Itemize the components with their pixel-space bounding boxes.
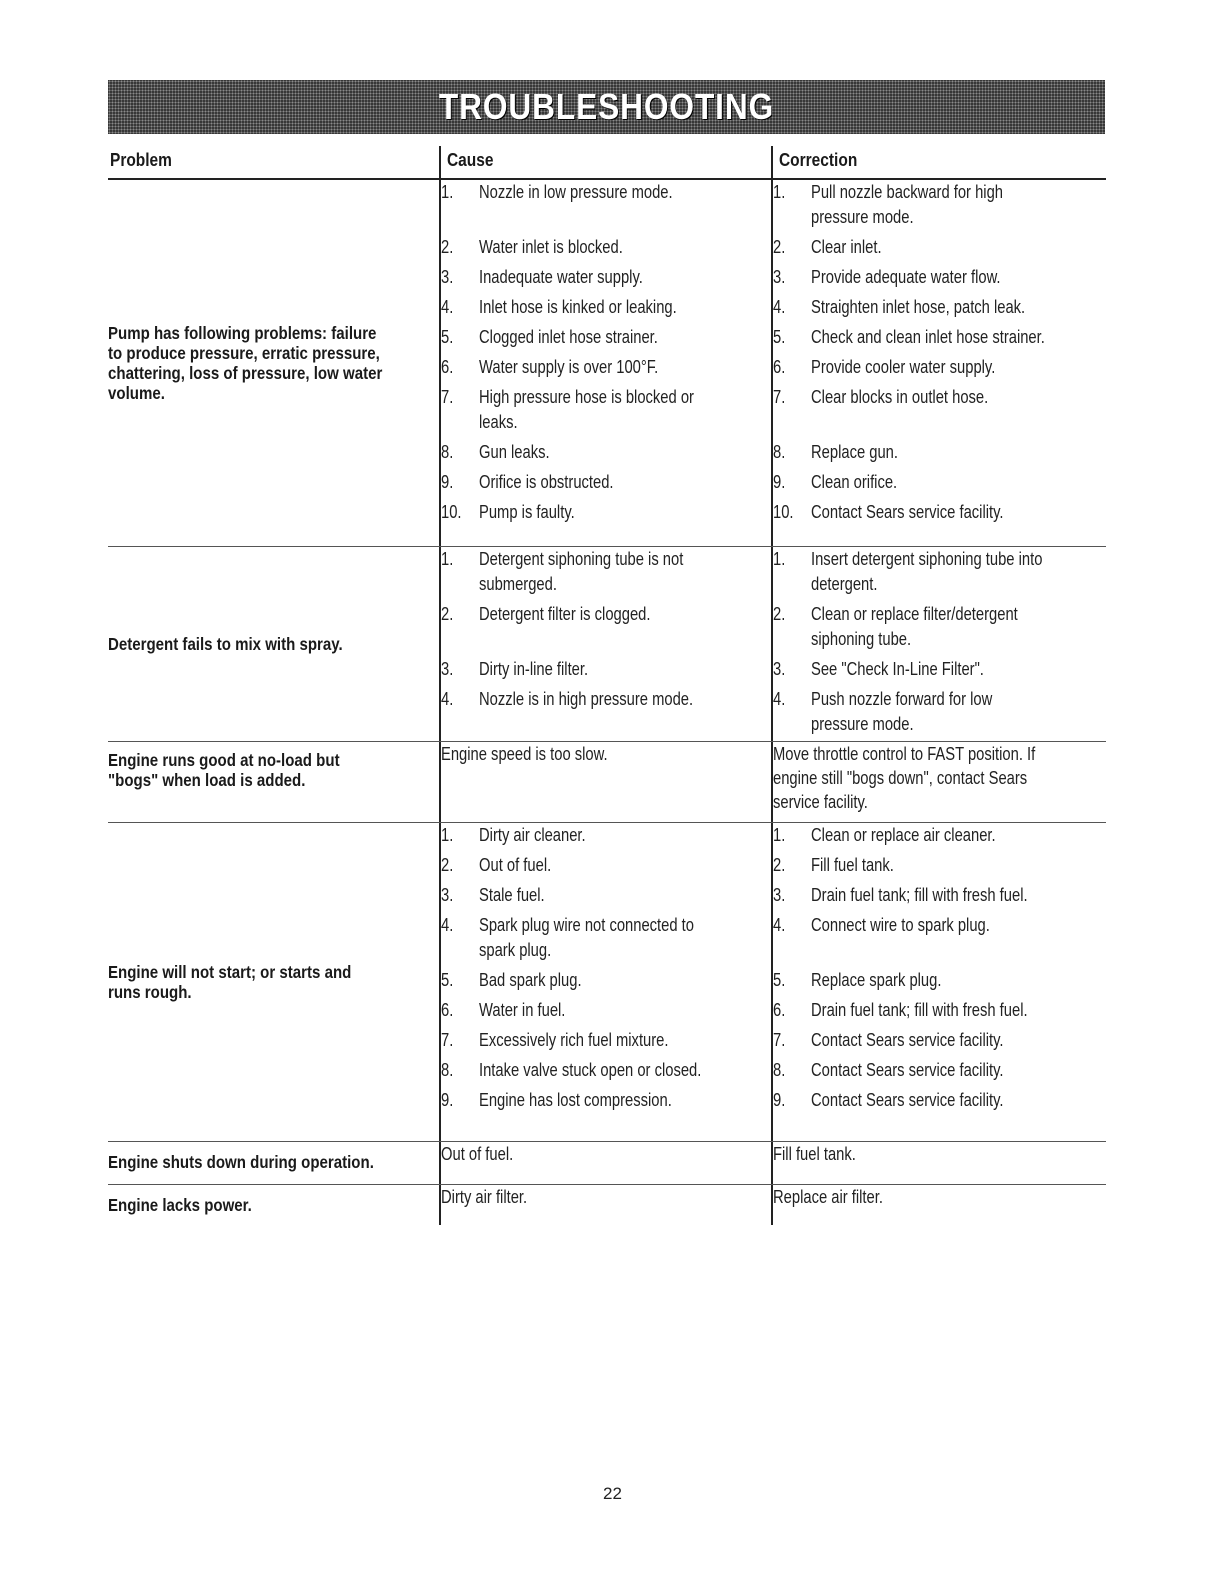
column-divider xyxy=(771,146,773,178)
correction-text: Fill fuel tank. xyxy=(773,1144,856,1164)
table-header xyxy=(108,146,1106,180)
item-number: 10. xyxy=(773,502,794,522)
correction-text: Clean or replace air cleaner. xyxy=(811,825,996,845)
correction-text: Provide adequate water flow. xyxy=(811,267,1001,287)
item-number: 7. xyxy=(441,1030,454,1050)
header-problem: Problem xyxy=(110,150,172,170)
correction-text: Contact Sears service facility. xyxy=(811,1090,1004,1110)
correction-text: Fill fuel tank. xyxy=(811,855,894,875)
correction-text: engine still "bogs down", contact Sears xyxy=(773,768,1028,788)
item-number: 9. xyxy=(441,472,454,492)
item-number: 2. xyxy=(773,604,786,624)
problem-cell xyxy=(108,823,433,1141)
cause-text: Orifice is obstructed. xyxy=(479,472,614,492)
item-number: 2. xyxy=(773,237,786,257)
correction-text: pressure mode. xyxy=(811,714,914,734)
item-number: 1. xyxy=(441,825,454,845)
correction-text: pressure mode. xyxy=(811,207,914,227)
correction-text: Clear blocks in outlet hose. xyxy=(811,387,989,407)
title-banner xyxy=(108,80,1105,134)
cause-text: submerged. xyxy=(479,574,557,594)
cause-text: Gun leaks. xyxy=(479,442,550,462)
item-number: 9. xyxy=(773,472,786,492)
header-cause: Cause xyxy=(447,150,494,170)
correction-text: Drain fuel tank; fill with fresh fuel. xyxy=(811,1000,1028,1020)
correction-text: detergent. xyxy=(811,574,878,594)
troubleshooting-table xyxy=(108,146,1106,1225)
item-number: 7. xyxy=(773,387,786,407)
table-row xyxy=(108,1142,1106,1185)
correction-text: Push nozzle forward for low xyxy=(811,689,993,709)
item-number: 6. xyxy=(773,357,786,377)
problem-text: Pump has following problems: failure to produce pressure, erratic pressure, chattering, loss of pressure, low water volume. xyxy=(108,323,383,403)
problem-cell xyxy=(108,1142,433,1184)
page-number: 22 xyxy=(603,1484,622,1503)
problem-text: Engine runs good at no-load but "bogs" when load is added. xyxy=(108,750,340,790)
correction-text: Drain fuel tank; fill with fresh fuel. xyxy=(811,885,1028,905)
item-number: 4. xyxy=(773,297,786,317)
cause-text: Dirty air cleaner. xyxy=(479,825,586,845)
correction-text: Move throttle control to FAST position. If xyxy=(773,744,1036,764)
item-number: 4. xyxy=(441,915,454,935)
item-number: 8. xyxy=(441,442,454,462)
cause-text: Clogged inlet hose strainer. xyxy=(479,327,658,347)
column-divider xyxy=(439,146,441,178)
correction-text: Clean or replace filter/detergent xyxy=(811,604,1018,624)
problem-text: Engine shuts down during operation. xyxy=(108,1152,374,1172)
item-number: 1. xyxy=(773,825,786,845)
table-row xyxy=(108,1185,1106,1225)
cause-text: Excessively rich fuel mixture. xyxy=(479,1030,669,1050)
cause-text: Detergent siphoning tube is not xyxy=(479,549,684,569)
cause-text: spark plug. xyxy=(479,940,552,960)
cause-text: Engine speed is too slow. xyxy=(441,744,608,764)
problem-cell xyxy=(108,742,433,822)
cause-text: Water inlet is blocked. xyxy=(479,237,623,257)
correction-text: Replace air filter. xyxy=(773,1187,883,1207)
cause-text: Out of fuel. xyxy=(441,1144,514,1164)
cause-text: Engine has lost compression. xyxy=(479,1090,672,1110)
problem-cell xyxy=(108,180,433,546)
problem-text: Detergent fails to mix with spray. xyxy=(108,634,343,654)
item-number: 1. xyxy=(441,182,454,202)
item-number: 2. xyxy=(441,604,454,624)
item-number: 5. xyxy=(441,970,454,990)
correction-text: Connect wire to spark plug. xyxy=(811,915,990,935)
item-number: 2. xyxy=(441,855,454,875)
correction-text: Contact Sears service facility. xyxy=(811,502,1004,522)
correction-text: Clear inlet. xyxy=(811,237,882,257)
correction-text: siphoning tube. xyxy=(811,629,912,649)
correction-text: Contact Sears service facility. xyxy=(811,1060,1004,1080)
item-number: 6. xyxy=(441,357,454,377)
page-title: TROUBLESHOOTING xyxy=(438,86,775,127)
item-number: 8. xyxy=(773,1060,786,1080)
item-number: 5. xyxy=(441,327,454,347)
table-row xyxy=(108,823,1106,1142)
item-number: 5. xyxy=(773,970,786,990)
table-row xyxy=(108,547,1106,742)
item-number: 1. xyxy=(441,549,454,569)
correction-text: Insert detergent siphoning tube into xyxy=(811,549,1043,569)
table-body xyxy=(108,180,1106,1225)
problem-text: Engine will not start; or starts and runs rough. xyxy=(108,962,352,1002)
correction-text: Replace gun. xyxy=(811,442,898,462)
item-number: 4. xyxy=(441,297,454,317)
correction-text: Replace spark plug. xyxy=(811,970,942,990)
item-number: 3. xyxy=(773,659,786,679)
cause-text: High pressure hose is blocked or xyxy=(479,387,694,407)
item-number: 2. xyxy=(773,855,786,875)
item-number: 3. xyxy=(773,267,786,287)
item-number: 3. xyxy=(773,885,786,905)
cause-text: leaks. xyxy=(479,412,518,432)
item-number: 1. xyxy=(773,182,786,202)
problem-text: Engine lacks power. xyxy=(108,1195,252,1215)
cause-text: Inlet hose is kinked or leaking. xyxy=(479,297,677,317)
cause-text: Dirty in-line filter. xyxy=(479,659,589,679)
table-row xyxy=(108,742,1106,823)
cause-text: Water in fuel. xyxy=(479,1000,566,1020)
problem-cell xyxy=(108,547,433,741)
item-number: 3. xyxy=(441,267,454,287)
item-number: 3. xyxy=(441,885,454,905)
cause-text: Dirty air filter. xyxy=(441,1187,528,1207)
item-number: 8. xyxy=(441,1060,454,1080)
cause-text: Water supply is over 100°F. xyxy=(479,357,659,377)
cause-text: Bad spark plug. xyxy=(479,970,582,990)
item-number: 6. xyxy=(773,1000,786,1020)
header-correction: Correction xyxy=(779,150,858,170)
item-number: 6. xyxy=(441,1000,454,1020)
cause-text: Inadequate water supply. xyxy=(479,267,643,287)
correction-text: Straighten inlet hose, patch leak. xyxy=(811,297,1026,317)
cause-text: Detergent filter is clogged. xyxy=(479,604,651,624)
item-number: 4. xyxy=(773,689,786,709)
item-number: 9. xyxy=(441,1090,454,1110)
item-number: 7. xyxy=(773,1030,786,1050)
correction-text: Clean orifice. xyxy=(811,472,898,492)
item-number: 3. xyxy=(441,659,454,679)
cause-text: Nozzle is in high pressure mode. xyxy=(479,689,694,709)
item-number: 7. xyxy=(441,387,454,407)
cause-text: Out of fuel. xyxy=(479,855,552,875)
table-row xyxy=(108,180,1106,547)
item-number: 9. xyxy=(773,1090,786,1110)
item-number: 1. xyxy=(773,549,786,569)
item-number: 4. xyxy=(773,915,786,935)
item-number: 5. xyxy=(773,327,786,347)
correction-text: Pull nozzle backward for high xyxy=(811,182,1003,202)
cause-text: Stale fuel. xyxy=(479,885,545,905)
item-number: 8. xyxy=(773,442,786,462)
correction-text: Provide cooler water supply. xyxy=(811,357,996,377)
cause-text: Spark plug wire not connected to xyxy=(479,915,694,935)
item-number: 10. xyxy=(441,502,462,522)
item-number: 2. xyxy=(441,237,454,257)
correction-text: service facility. xyxy=(773,792,868,812)
cause-text: Pump is faulty. xyxy=(479,502,575,522)
correction-text: See "Check In-Line Filter". xyxy=(811,659,984,679)
problem-cell xyxy=(108,1185,433,1225)
item-number: 4. xyxy=(441,689,454,709)
correction-text: Contact Sears service facility. xyxy=(811,1030,1004,1050)
cause-text: Intake valve stuck open or closed. xyxy=(479,1060,702,1080)
correction-text: Check and clean inlet hose strainer. xyxy=(811,327,1045,347)
cause-text: Nozzle in low pressure mode. xyxy=(479,182,673,202)
